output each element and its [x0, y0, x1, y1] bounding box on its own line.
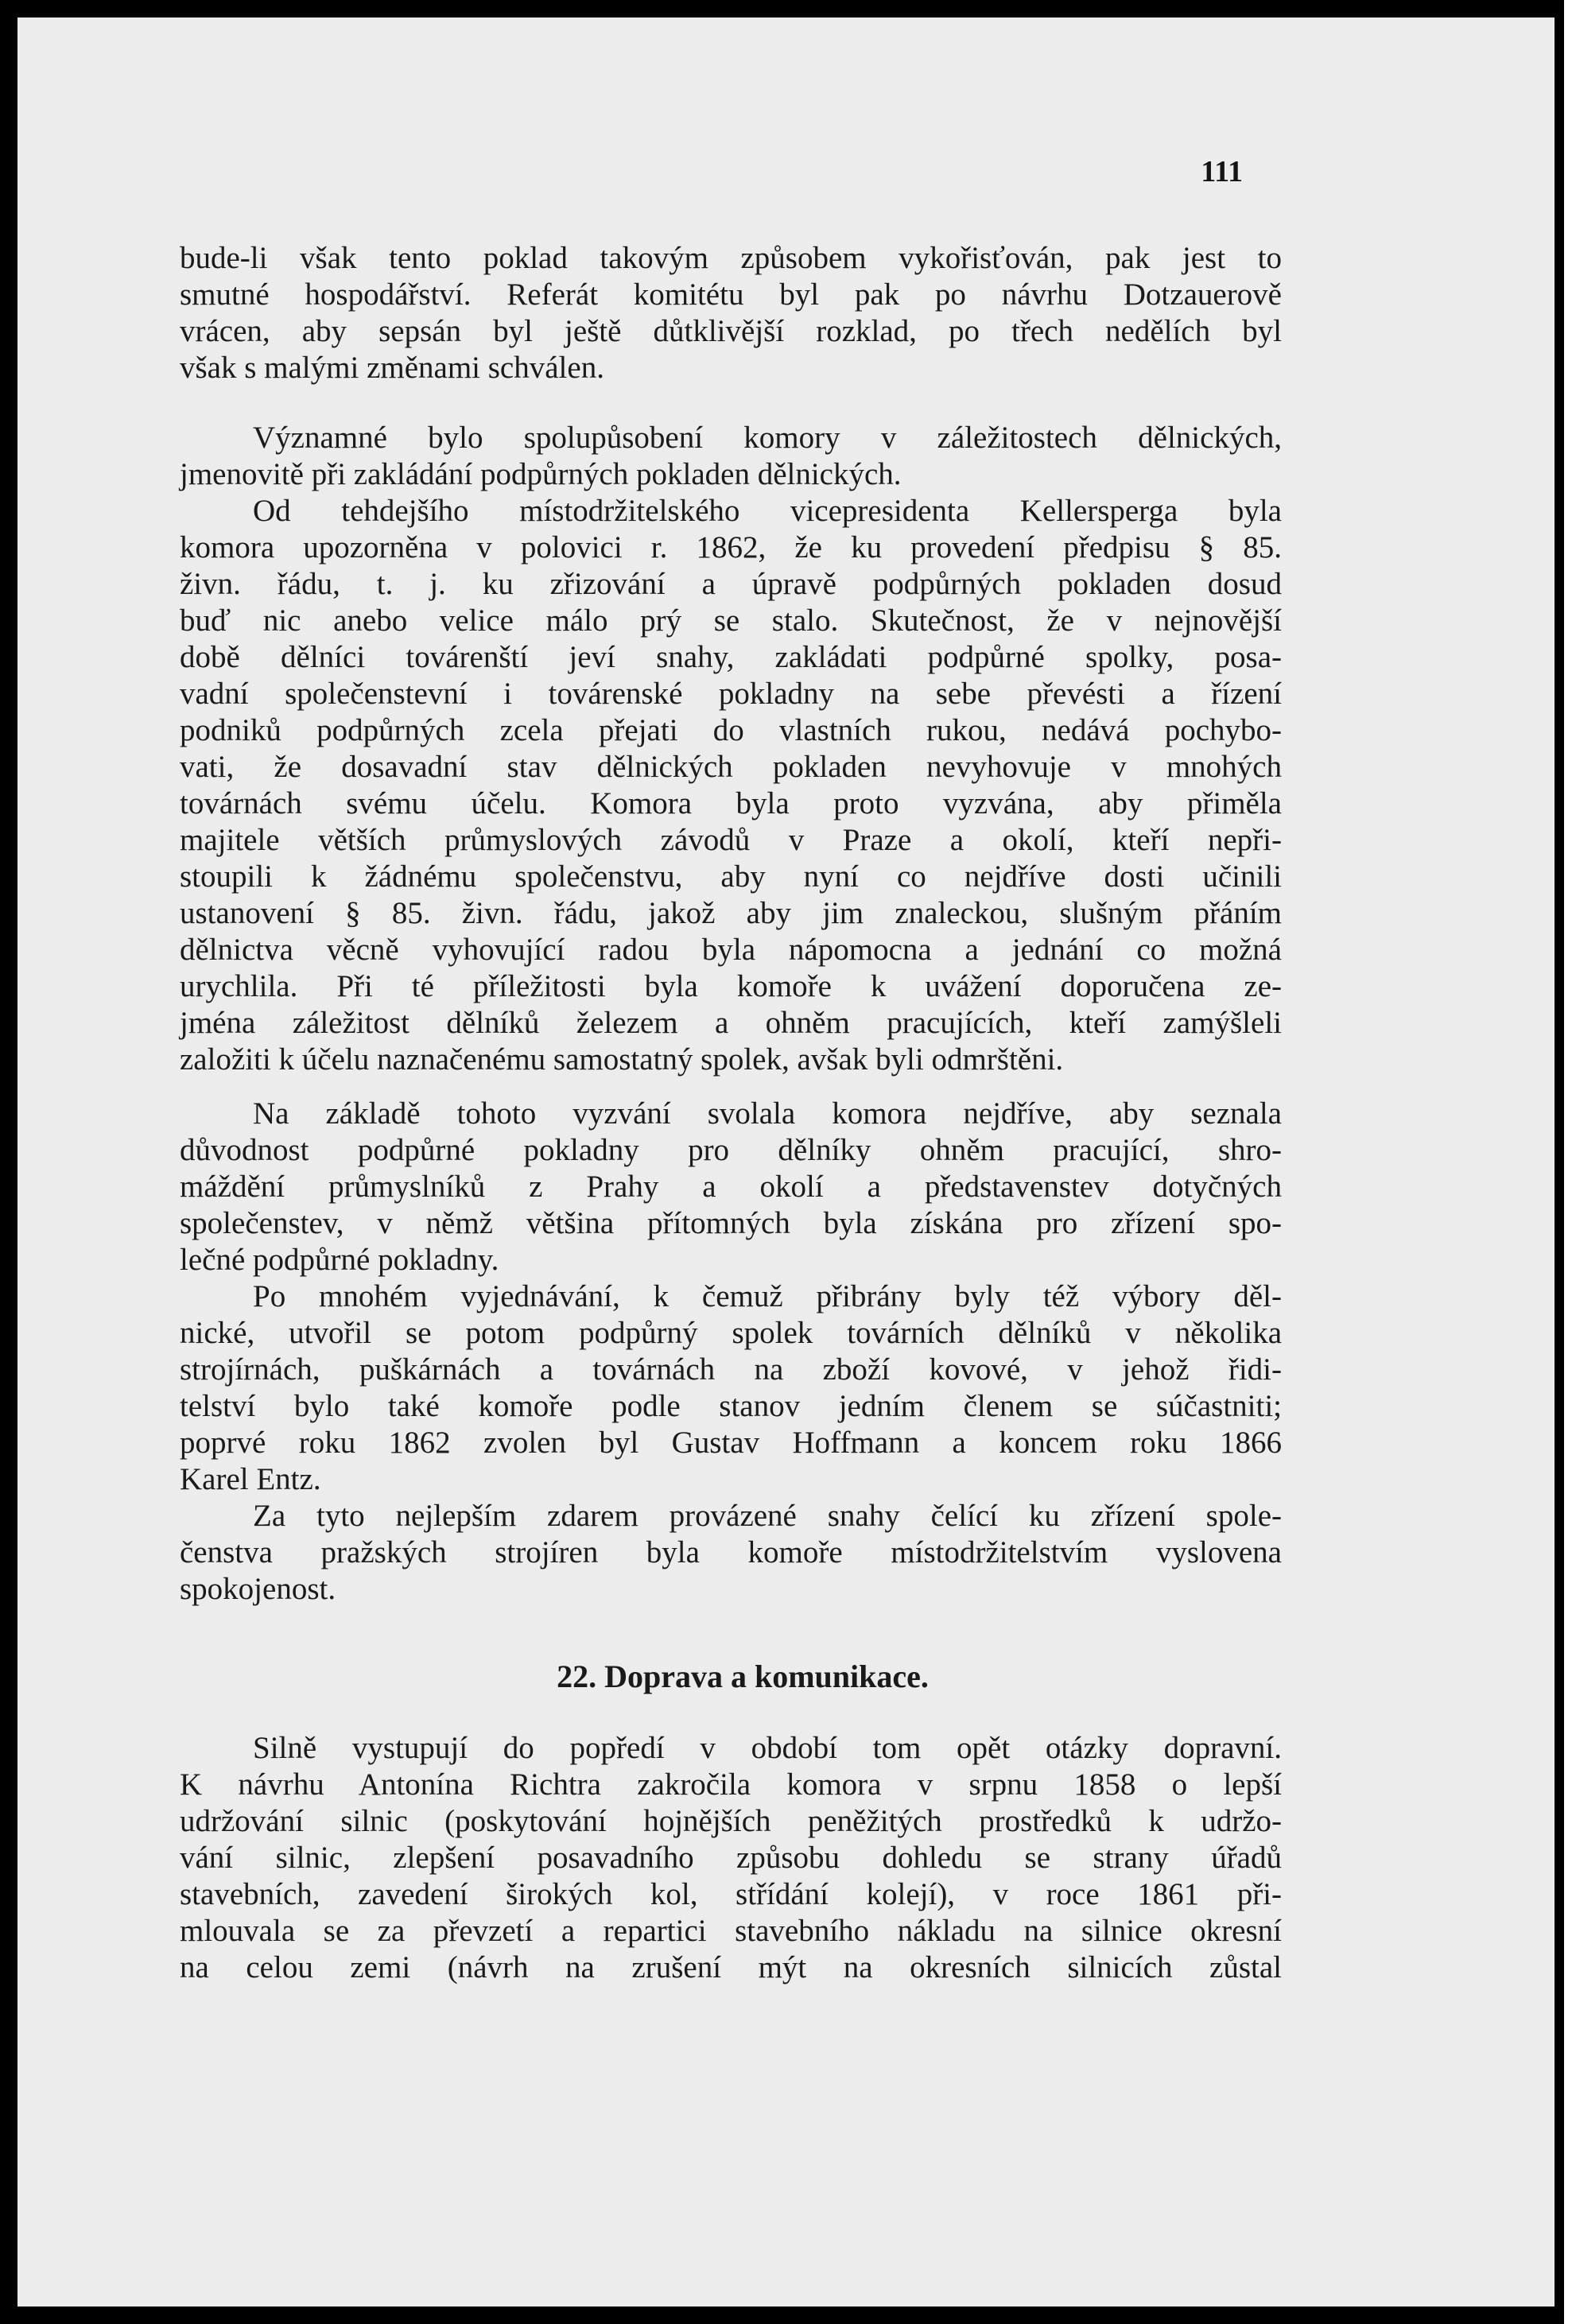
- text-line: na celou zemi (návrh na zrušení mýt na okresních silnicích zůstal: [180, 1950, 1282, 1985]
- text-line: Významné bylo spolupůsobení komory v záležitostech dělnických,: [253, 421, 1282, 455]
- text-line: vati, že dosavadní stav dělnických pokladen nevyhovuje v mnohých: [180, 750, 1282, 784]
- text-line: Silně vystupují do popředí v období tom opět otázky dopravní.: [253, 1731, 1282, 1765]
- text-line: však s malými změnami schválen.: [180, 351, 604, 385]
- text-line: době dělníci továrenští jeví snahy, zakládati podpůrné spolky, posa-: [180, 640, 1282, 674]
- text-line: vání silnic, zlepšení posavadního způsobu dohledu se strany úřadů: [180, 1841, 1282, 1875]
- text-line: živn. řádu, t. j. ku zřizování a úpravě podpůrných pokladen dosud: [180, 567, 1282, 601]
- text-line: mlouvala se za převzetí a repartici stavebního nákladu na silnice okresní: [180, 1914, 1282, 1948]
- paragraph-support-association: [180, 1278, 1282, 1498]
- text-line: dělnictva věcně vyhovující radou byla nápomocna a jednání co možná: [180, 933, 1282, 967]
- text-line: stoupili k žádnému společenstvu, aby nyní co nejdříve dosti učinili: [180, 859, 1282, 894]
- paragraph-satisfaction: [180, 1498, 1282, 1608]
- text-line: Od tehdejšího místodržitelského vicepresidenta Kellersperga byla: [253, 494, 1282, 528]
- text-line: Za tyto nejlepším zdarem provázené snahy čelící ku zřízení spole-: [253, 1499, 1282, 1533]
- text-line: továrnách svému účelu. Komora byla proto vyzvána, aby přiměla: [180, 786, 1282, 821]
- text-line: poprvé roku 1862 zvolen byl Gustav Hoffmann a koncem roku 1866: [180, 1426, 1282, 1460]
- paragraph-continuation: [180, 240, 1282, 386]
- paragraph-kellersperg: [180, 493, 1282, 1078]
- text-line: máždění průmyslníků z Prahy a okolí a představenstev dotyčných: [180, 1170, 1282, 1204]
- text-line: strojírnách, puškárnách a továrnách na zboží kovové, v jehož řidi-: [180, 1352, 1282, 1387]
- text-line: stavebních, zavedení širokých kol, střídání kolejí), v roce 1861 při-: [180, 1877, 1282, 1911]
- text-line: K návrhu Antonína Richtra zakročila komora v srpnu 1858 o lepší: [180, 1767, 1282, 1802]
- paragraph-assembly: [180, 1096, 1282, 1278]
- text-line: ustanovení § 85. živn. řádu, jakož aby jim znaleckou, slušným přáním: [180, 896, 1282, 930]
- text-line: podniků podpůrných zcela přejati do vlastních rukou, nedává pochybo-: [180, 713, 1282, 747]
- text-line: telství bylo také komoře podle stanov jedním členem se súčastniti;: [180, 1389, 1282, 1423]
- text-line: jmenovitě při zakládání podpůrných pokladen dělnických.: [180, 457, 902, 491]
- text-line: majitele větších průmyslových závodů v Praze a okolí, kteří nepři-: [180, 823, 1282, 857]
- text-line: čenstva pražských strojíren byla komoře místodržitelstvím vyslovena: [180, 1535, 1282, 1569]
- text-line: urychlila. Při té příležitosti byla komoře k uvážení doporučena ze-: [180, 969, 1282, 1003]
- text-line: lečné podpůrné pokladny.: [180, 1243, 499, 1277]
- text-line: Na základě tohoto vyzvání svolala komora nejdříve, aby seznala: [253, 1096, 1282, 1131]
- text-line: bude-li však tento poklad takovým způsobem vykořisťován, pak jest to: [180, 241, 1282, 275]
- text-line: spokojenost.: [180, 1572, 336, 1606]
- paragraph-transport: [180, 1730, 1282, 1986]
- text-line: vrácen, aby sepsán byl ještě důtklivější rozklad, po třech nedělích byl: [180, 314, 1282, 348]
- text-line: nické, utvořil se potom podpůrný spolek továrních dělníků v několika: [180, 1316, 1282, 1350]
- text-line: Po mnohém vyjednávání, k čemuž přibrány byly též výbory děl-: [253, 1279, 1282, 1313]
- text-line: založiti k účelu naznačenému samostatný spolek, avšak byli odmrštěni.: [180, 1042, 1064, 1077]
- scan-edge: [1564, 0, 1572, 2324]
- text-line: udržování silnic (poskytování hojnějších peněžitých prostředků k udržo-: [180, 1804, 1282, 1838]
- text-line: smutné hospodářství. Referát komitétu byl pak po návrhu Dotzauerově: [180, 277, 1282, 312]
- text-line: Karel Entz.: [180, 1462, 321, 1496]
- text-body: [180, 240, 1282, 1986]
- document-page: [17, 17, 1555, 2307]
- text-line: společenstev, v němž většina přítomných byla získána pro zřízení spo-: [180, 1206, 1282, 1240]
- page-number: 111: [1201, 155, 1243, 188]
- text-line: buď nic anebo velice málo prý se stalo. Skutečnost, že v nejnovější: [180, 603, 1282, 638]
- text-line: vadní společenstevní i továrenské pokladny na sebe převésti a řízení: [180, 677, 1282, 711]
- paragraph-worker-funds: [180, 420, 1282, 493]
- section-heading: 22. Doprava a komunikace.: [557, 1659, 929, 1694]
- text-line: jména záležitost dělníků železem a ohněm pracujících, kteří zamýšleli: [180, 1006, 1282, 1040]
- text-line: komora upozorněna v polovici r. 1862, že ku provedení předpisu § 85.: [180, 530, 1282, 565]
- text-line: důvodnost podpůrné pokladny pro dělníky ohněm pracující, shro-: [180, 1133, 1282, 1167]
